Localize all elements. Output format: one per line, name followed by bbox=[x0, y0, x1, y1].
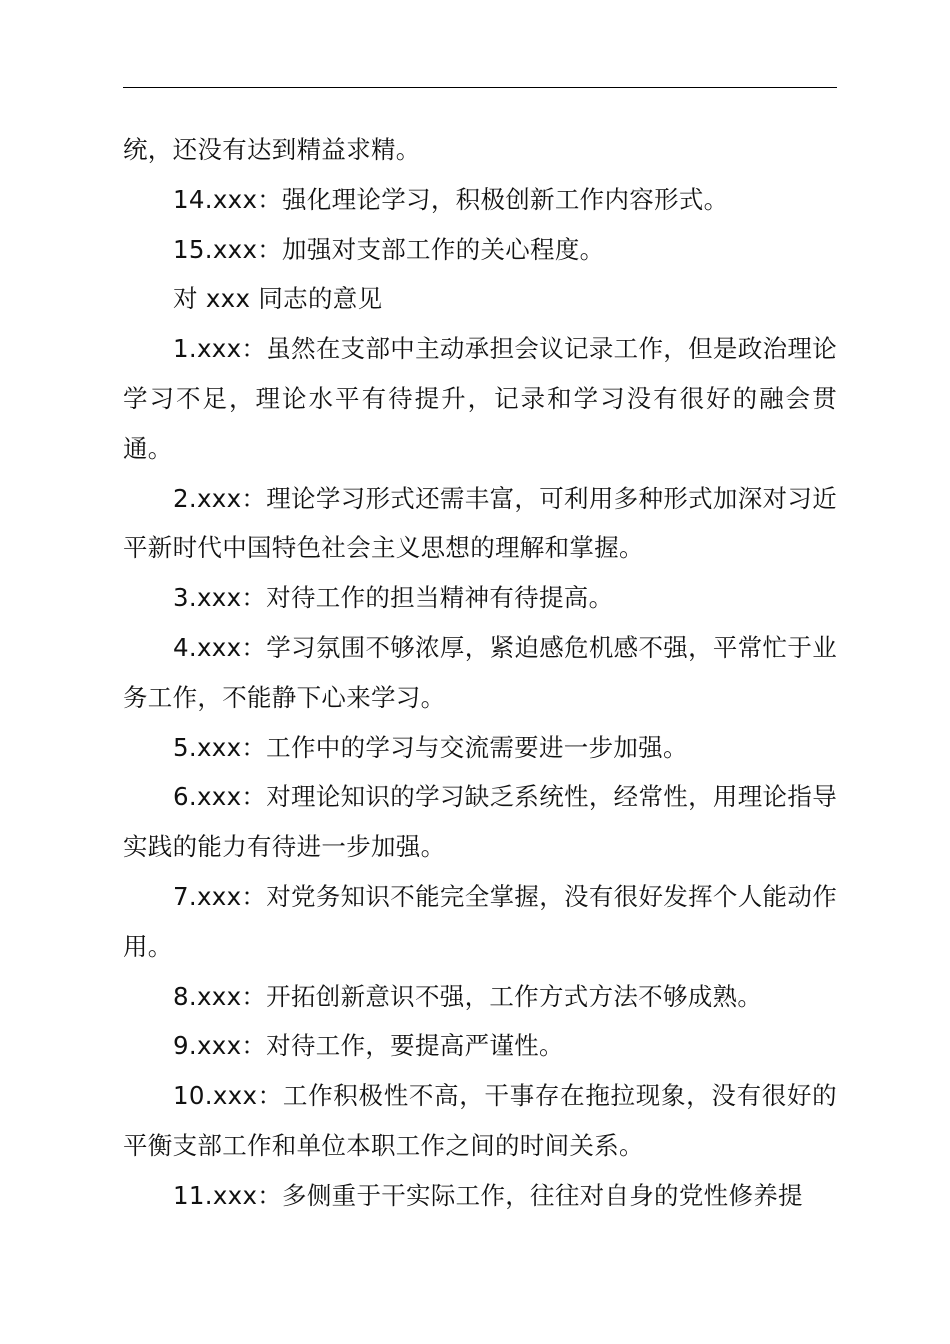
paragraph-item-6: 6.xxx：对理论知识的学习缺乏系统性，经常性，用理论指导实践的能力有待进一步加强。 bbox=[123, 782, 837, 862]
paragraph-item-15: 15.xxx：加强对支部工作的关心程度。 bbox=[173, 234, 605, 264]
header-rule bbox=[123, 87, 837, 88]
paragraph-continuation: 统，还没有达到精益求精。 bbox=[123, 135, 421, 164]
paragraph-item-11: 11.xxx：多侧重于干实际工作，往往对自身的党性修养提 bbox=[173, 1180, 803, 1210]
paragraph-item-2: 2.xxx：理论学习形式还需丰富，可利用多种形式加深对习近平新时代中国特色社会主义思想的理解和掌握。 bbox=[123, 483, 837, 563]
section-heading: 对 xxx 同志的意见 bbox=[173, 284, 383, 314]
paragraph-item-1: 1.xxx：虽然在支部中主动承担会议记录工作，但是政治理论学习不足，理论水平有待提升，记录和学习没有很好的融会贯通。 bbox=[123, 334, 837, 463]
paragraph-item-5: 5.xxx：工作中的学习与交流需要进一步加强。 bbox=[173, 732, 688, 762]
document-body bbox=[123, 125, 837, 1221]
paragraph-item-7: 7.xxx：对党务知识不能完全掌握，没有很好发挥个人能动作用。 bbox=[123, 881, 837, 961]
paragraph-item-10: 10.xxx：工作积极性不高，干事存在拖拉现象，没有很好的平衡支部工作和单位本职工作之间的时间关系。 bbox=[123, 1081, 837, 1160]
paragraph-item-8: 8.xxx：开拓创新意识不强，工作方式方法不够成熟。 bbox=[173, 981, 763, 1011]
paragraph-item-9: 9.xxx：对待工作，要提高严谨性。 bbox=[173, 1031, 564, 1061]
paragraph-item-3: 3.xxx：对待工作的担当精神有待提高。 bbox=[173, 583, 614, 613]
paragraph-item-14: 14.xxx：强化理论学习，积极创新工作内容形式。 bbox=[173, 184, 729, 214]
paragraph-item-4: 4.xxx：学习氛围不够浓厚，紧迫感危机感不强，平常忙于业务工作，不能静下心来学习。 bbox=[123, 632, 837, 712]
